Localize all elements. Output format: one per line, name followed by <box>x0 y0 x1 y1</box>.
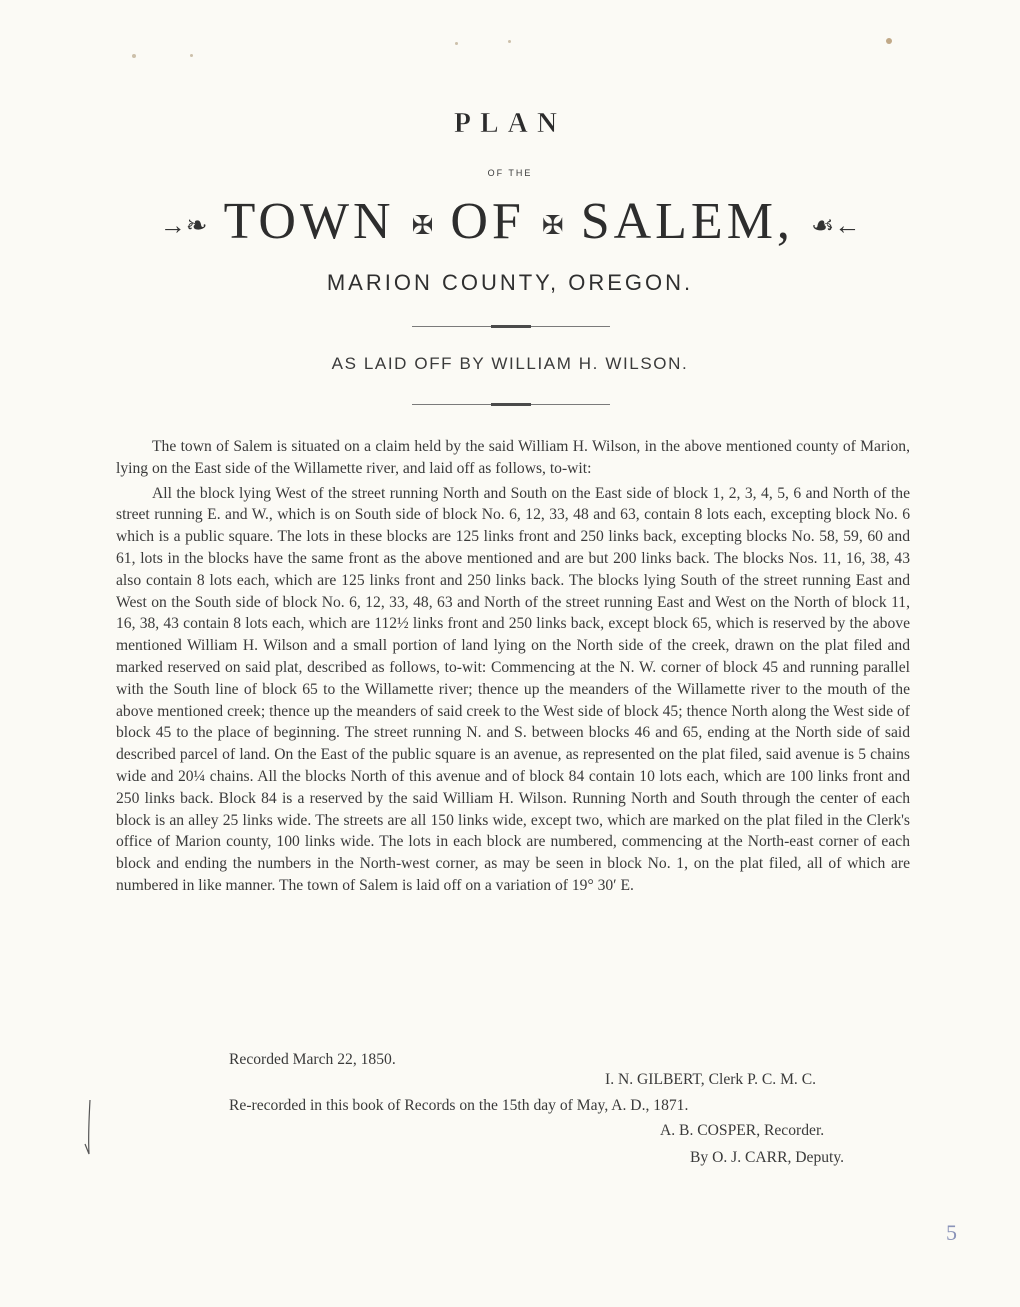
left-ornament-icon: →❧ <box>159 211 208 241</box>
paragraph: The town of Salem is situated on a claim held by the said William H. Wilson, in the above mentioned county of Marion, lying on the East side of the Willamette river, and laid off as follows, to-wit: <box>116 438 910 477</box>
laid-off-heading: AS LAID OFF BY WILLIAM H. WILSON. <box>331 354 689 373</box>
page-number: 5 <box>946 1220 957 1245</box>
recorder-signature: A. B. COSPER, Recorder. <box>660 1122 825 1139</box>
paper-speck <box>190 54 193 57</box>
plan-title: PLAN <box>453 108 567 139</box>
divider-rule <box>412 404 610 405</box>
body-text <box>116 436 910 897</box>
clerk-signature: I. N. GILBERT, Clerk P. C. M. C. <box>605 1071 817 1088</box>
town-title <box>0 192 1020 251</box>
paper-speck <box>886 38 892 44</box>
county-heading: MARION COUNTY, OREGON. <box>326 270 694 295</box>
cross-ornament-icon: ✠ <box>541 211 564 241</box>
right-ornament-icon: ☙← <box>810 211 861 241</box>
paragraph: All the block lying West of the street running North and South on the East side of block 1, 2, 3, 4, 5, 6 and North of the street running E. and W., which is on South side of block No. 6, 12, 33, 48 and 63, contain 8 lots each, excepting block No. 6 which is a public square. The lots in these blocks are 125 links front and 250 links back, excepting blocks No. 58, 59, 60 and 61, lots in the blocks have the same front as the above mentioned and are but 200 links back. The blocks Nos. 11, 16, 38, 43 also contain 8 lots each, which are 125 links front and 250 links back. The blocks lying South of the street running East and West on the South side of block No. 6, 12, 33, 48, 63 and North of the street running East and West on the North of block 11, 16, 38, 43 contain 8 lots each, which are 112½ links front and 250 links back, except block 65, which is reserved by the above mentioned William H. Wilson and a small portion of land lying on the North side of the creek, drawn on the plat filed and marked reserved on said plat, described as follows, to-wit: Commencing at the N. W. corner of block 45 and running parallel with the South line of block 65 to the Willamette river; thence up the meanders of the Willamette river to the mouth of the above mentioned creek; thence up the meanders of said creek to the West side of block 45; thence North along the West side of block 45 to the place of beginning. The street running N. and S. between blocks 46 and 65, ending at the North side of said described parcel of land. On the East of the public square is an avenue, as represented on the plat filed, said avenue is 5 chains wide and 20¼ chains. All the blocks North of this avenue and of block 84 contain 10 lots each, which are 100 links front and 250 links back. Block 84 is a reserved by the said William H. Wilson. Running North and South through the center of each block is an alley 25 links wide. The streets are all 150 links wide, except two, which are marked on the plat filed in the Clerk's office of Marion county, 100 links wide. The lots in each block are numbered, commencing at the North-east corner of each block and ending the numbers in the North-west corner, as may be seen in block No. 1, on the plat filed, all of which are numbered in like manner. The town of Salem is laid off on a variation of 19° 30′ E. <box>116 484 910 894</box>
paper-speck <box>132 54 136 58</box>
of-the-label: OF THE <box>487 168 533 178</box>
salem-word: SALEM, <box>580 193 794 250</box>
of-word: OF <box>450 193 525 250</box>
deputy-signature: By O. J. CARR, Deputy. <box>690 1149 845 1166</box>
paper-speck <box>508 40 511 43</box>
cross-ornament-icon: ✠ <box>411 211 434 241</box>
rerecorded-note: Re-recorded in this book of Records on the 15th day of May, A. D., 1871. <box>229 1097 689 1114</box>
paper-speck <box>455 42 458 45</box>
divider-rule <box>412 326 610 327</box>
town-word: TOWN <box>223 193 395 250</box>
pencil-mark-icon <box>82 1098 96 1160</box>
recorded-date: Recorded March 22, 1850. <box>229 1051 396 1068</box>
